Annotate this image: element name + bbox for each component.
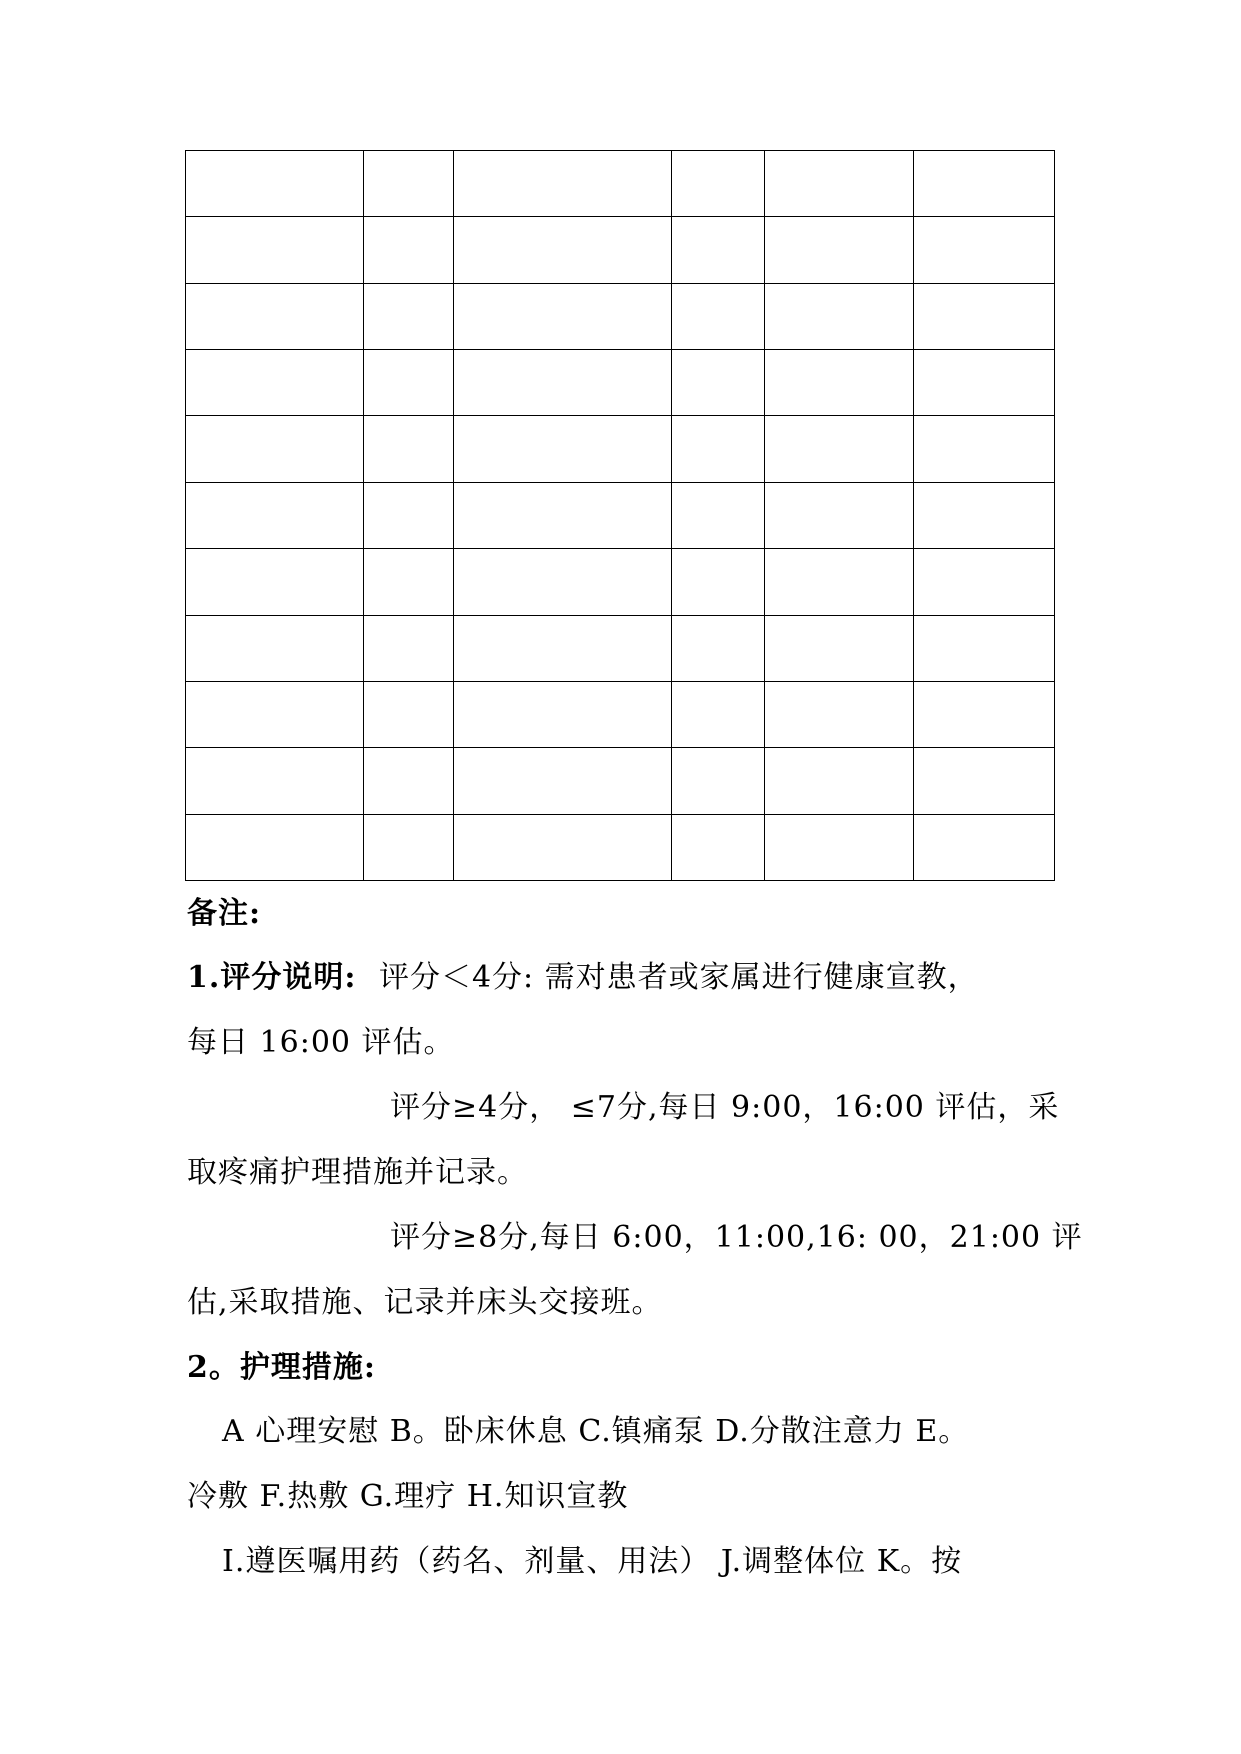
table-cell[interactable] <box>454 615 672 681</box>
table-row <box>186 482 1055 548</box>
table-cell[interactable] <box>364 615 454 681</box>
table-cell[interactable] <box>186 416 364 482</box>
table-cell[interactable] <box>765 283 914 349</box>
table-cell[interactable] <box>672 681 765 747</box>
table-cell[interactable] <box>454 681 672 747</box>
table-row <box>186 681 1055 747</box>
table-cell[interactable] <box>454 549 672 615</box>
table-cell[interactable] <box>364 681 454 747</box>
table-cell[interactable] <box>186 814 364 880</box>
table-cell[interactable] <box>672 549 765 615</box>
table-row <box>186 283 1055 349</box>
table-cell[interactable] <box>914 151 1055 217</box>
table-cell[interactable] <box>186 482 364 548</box>
table-cell[interactable] <box>364 350 454 416</box>
table-row <box>186 416 1055 482</box>
table-cell[interactable] <box>914 814 1055 880</box>
scoring-line-6: 估,采取措施、记录并床头交接班。 <box>187 1285 663 1320</box>
scoring-line-5: 评分≥8分,每日 6:00，11:00,16: 00，21:00 评 <box>390 1220 1083 1255</box>
table-cell[interactable] <box>672 482 765 548</box>
table-cell[interactable] <box>672 350 765 416</box>
table-cell[interactable] <box>364 814 454 880</box>
table-cell[interactable] <box>914 748 1055 814</box>
table-row <box>186 217 1055 283</box>
table-cell[interactable] <box>454 217 672 283</box>
scoring-line-1 <box>187 960 979 996</box>
nursing-record-table <box>185 150 1055 881</box>
table-cell[interactable] <box>765 350 914 416</box>
table-cell[interactable] <box>914 283 1055 349</box>
table-cell[interactable] <box>186 615 364 681</box>
table-cell[interactable] <box>454 482 672 548</box>
table-cell[interactable] <box>765 482 914 548</box>
scoring-label: 1.评分说明: <box>187 960 357 995</box>
notes-heading: 备注: <box>187 896 262 931</box>
table-cell[interactable] <box>765 615 914 681</box>
table-cell[interactable] <box>454 283 672 349</box>
table-cell[interactable] <box>186 681 364 747</box>
table-cell[interactable] <box>765 151 914 217</box>
table-cell[interactable] <box>364 416 454 482</box>
scoring-line-4: 取疼痛护理措施并记录。 <box>187 1155 528 1190</box>
table-cell[interactable] <box>454 151 672 217</box>
measures-line-1: A 心理安慰 B。卧床休息 C.镇痛泵 D.分散注意力 E。 <box>222 1414 970 1449</box>
table-row <box>186 350 1055 416</box>
table-cell[interactable] <box>454 814 672 880</box>
table-cell[interactable] <box>914 217 1055 283</box>
table-cell[interactable] <box>454 748 672 814</box>
table-row <box>186 151 1055 217</box>
table-row <box>186 615 1055 681</box>
table-cell[interactable] <box>914 482 1055 548</box>
table-row <box>186 814 1055 880</box>
table-cell[interactable] <box>672 416 765 482</box>
table-cell[interactable] <box>672 748 765 814</box>
table-cell[interactable] <box>914 549 1055 615</box>
scoring-line-2: 每日 16:00 评估。 <box>187 1025 455 1060</box>
table-cell[interactable] <box>186 217 364 283</box>
table-cell[interactable] <box>914 416 1055 482</box>
table-cell[interactable] <box>454 350 672 416</box>
table-cell[interactable] <box>672 283 765 349</box>
table-cell[interactable] <box>364 283 454 349</box>
table-cell[interactable] <box>186 549 364 615</box>
table-cell[interactable] <box>364 217 454 283</box>
measures-heading: 2。护理措施: <box>187 1350 376 1385</box>
table-cell[interactable] <box>364 151 454 217</box>
table-cell[interactable] <box>672 814 765 880</box>
table-row <box>186 748 1055 814</box>
table-cell[interactable] <box>765 217 914 283</box>
table-cell[interactable] <box>765 681 914 747</box>
table-cell[interactable] <box>364 482 454 548</box>
table-cell[interactable] <box>914 615 1055 681</box>
table-cell[interactable] <box>186 350 364 416</box>
table-row <box>186 549 1055 615</box>
scoring-text-1: 评分＜4分: 需对患者或家属进行健康宣教， <box>378 960 979 995</box>
table-cell[interactable] <box>672 615 765 681</box>
table-cell[interactable] <box>672 151 765 217</box>
table-cell[interactable] <box>765 549 914 615</box>
table-cell[interactable] <box>914 350 1055 416</box>
table-cell[interactable] <box>765 814 914 880</box>
measures-line-2: 冷敷 F.热敷 G.理疗 H.知识宣教 <box>187 1479 629 1514</box>
table-cell[interactable] <box>914 681 1055 747</box>
table-cell[interactable] <box>765 748 914 814</box>
table-body <box>186 151 1055 881</box>
table-cell[interactable] <box>186 283 364 349</box>
table-cell[interactable] <box>672 217 765 283</box>
table-cell[interactable] <box>186 151 364 217</box>
measures-line-3: I.遵医嘱用药（药名、剂量、用法） J.调整体位 K。按 <box>222 1544 963 1579</box>
table-cell[interactable] <box>364 549 454 615</box>
table-cell[interactable] <box>454 416 672 482</box>
table-cell[interactable] <box>364 748 454 814</box>
table-cell[interactable] <box>765 416 914 482</box>
table-cell[interactable] <box>186 748 364 814</box>
scoring-line-3: 评分≥4分， ≤7分,每日 9:00，16:00 评估，采 <box>390 1090 1060 1125</box>
